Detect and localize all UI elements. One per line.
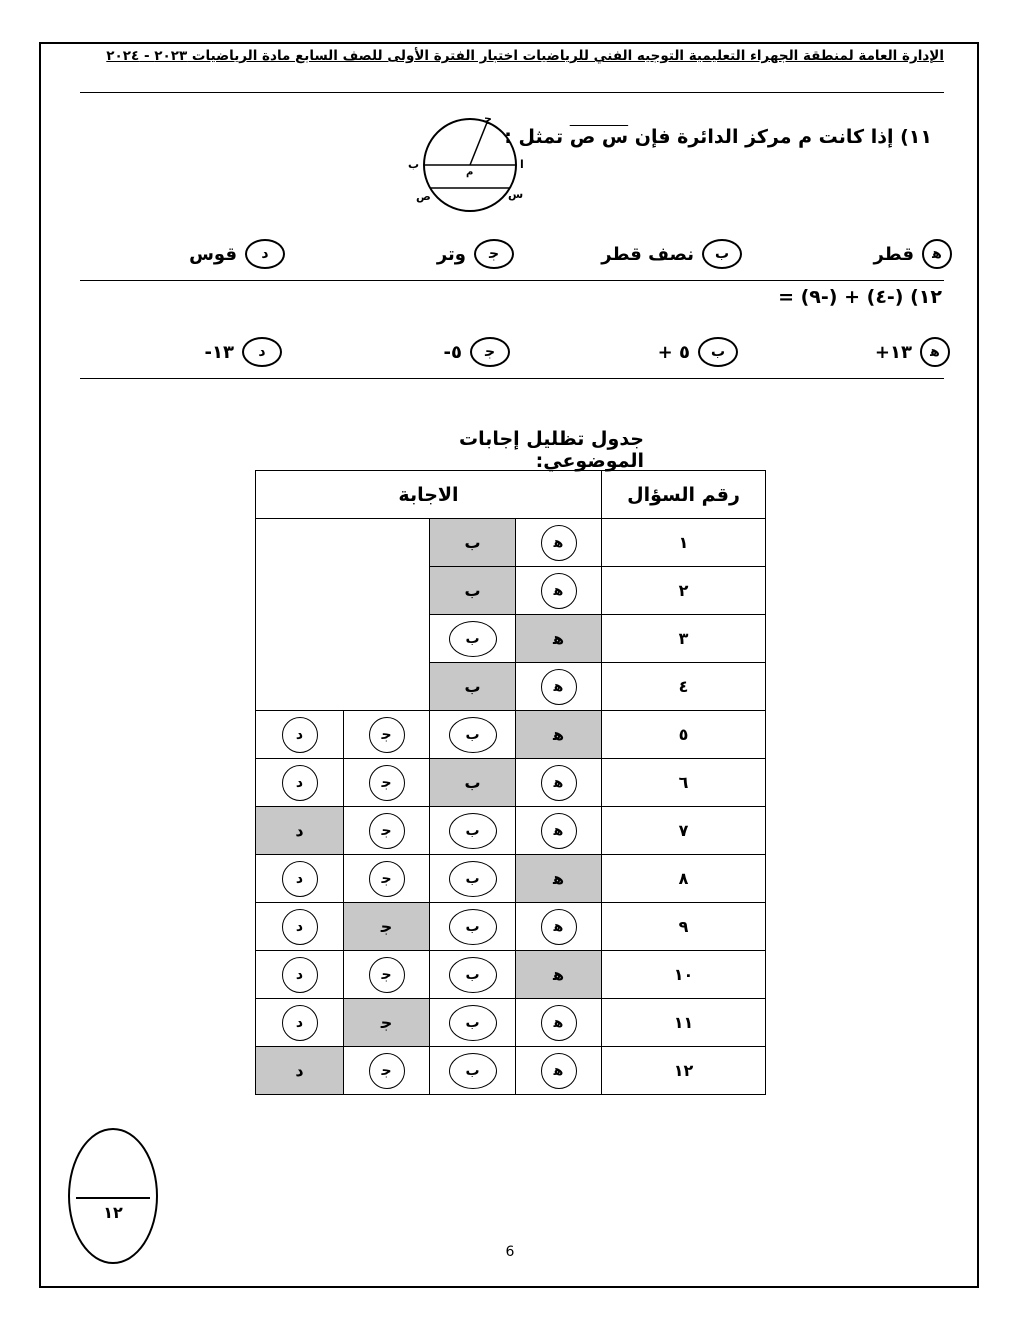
q11-text: ١١) إذا كانت م مركز الدائرة فإن س ص تمثل : [504, 126, 932, 148]
answer-cell-١-1[interactable] [430, 519, 516, 567]
score-value: ١٢ [103, 1203, 123, 1222]
shaded-answer-letter: د [295, 1061, 304, 1080]
answer-table [255, 470, 766, 1095]
answer-cell-١١-3[interactable] [256, 999, 344, 1047]
answer-cell-٥-2[interactable] [344, 711, 430, 759]
shaded-answer-letter: ﻫ [552, 629, 565, 648]
answer-cell-٦-3[interactable] [256, 759, 344, 807]
circled-letter: ﻫ [541, 573, 577, 609]
circled-letter: ب [449, 1005, 497, 1041]
question-number: ١٢ [602, 1047, 766, 1095]
circled-letter: ﻫ [541, 669, 577, 705]
shaded-answer-letter: د [295, 821, 304, 840]
table-row [256, 711, 766, 759]
circled-letter: ب [449, 813, 497, 849]
answer-cell-١٢-2[interactable] [344, 1047, 430, 1095]
circled-letter: ﺟ [369, 813, 405, 849]
table-row [256, 951, 766, 999]
answer-cell-٧-3[interactable] [256, 807, 344, 855]
question-number: ٨ [602, 855, 766, 903]
circled-letter: ب [449, 861, 497, 897]
circled-letter: ﺟ [369, 1053, 405, 1089]
q11-option-d[interactable]: د قوس [189, 239, 285, 269]
option-letter-circle: ﻫ [922, 239, 952, 269]
answer-cell-٥-0[interactable] [516, 711, 602, 759]
label-left: ب [408, 158, 420, 171]
question-number: ٩ [602, 903, 766, 951]
question-number: ٤ [602, 663, 766, 711]
answer-cell-٥-1[interactable] [430, 711, 516, 759]
shaded-answer-letter: ب [464, 533, 481, 552]
segment-label: س ص [569, 126, 629, 148]
q11-option-b[interactable]: ب نصف قطر [601, 239, 742, 269]
shaded-answer-letter: ب [464, 581, 481, 600]
q12-option-b[interactable]: ب ٥ + [658, 337, 738, 367]
answer-cell-٢-1[interactable] [430, 567, 516, 615]
answer-cell-٩-3[interactable] [256, 903, 344, 951]
circled-letter: ﻫ [541, 1053, 577, 1089]
circled-letter: ﻫ [541, 1005, 577, 1041]
answer-cell-١٠-3[interactable] [256, 951, 344, 999]
page-number: 6 [505, 1244, 515, 1260]
circled-letter: د [282, 861, 318, 897]
shaded-answer-letter: ب [464, 677, 481, 696]
q12-option-a[interactable]: ﻫ ١٣+ [875, 337, 950, 367]
table-title: جدول تظليل إجابات الموضوعي: [458, 428, 644, 472]
answer-cell-١١-2[interactable] [344, 999, 430, 1047]
option-letter-circle: د [242, 337, 282, 367]
question-number: ٣ [602, 615, 766, 663]
answer-cell-٧-0[interactable] [516, 807, 602, 855]
question-number: ٦ [602, 759, 766, 807]
answer-cell-٩-1[interactable] [430, 903, 516, 951]
answer-cell-٨-3[interactable] [256, 855, 344, 903]
circled-letter: ب [449, 957, 497, 993]
header-answer: الاجابة [256, 471, 602, 519]
answer-cell-٣-0[interactable] [516, 615, 602, 663]
question-number: ١١ [602, 999, 766, 1047]
shaded-answer-letter: ب [464, 773, 481, 792]
header-question: رقم السؤال [602, 471, 766, 519]
circled-letter: د [282, 909, 318, 945]
answer-cell-٣-1[interactable] [430, 615, 516, 663]
shaded-answer-letter: ﻫ [552, 725, 565, 744]
answer-cell-٨-1[interactable] [430, 855, 516, 903]
answer-cell-١٠-2[interactable] [344, 951, 430, 999]
circled-letter: ب [449, 909, 497, 945]
score-oval [68, 1128, 158, 1264]
table-row [256, 759, 766, 807]
question-number: ٥ [602, 711, 766, 759]
circled-letter: ب [449, 1053, 497, 1089]
circled-letter: د [282, 765, 318, 801]
shaded-answer-letter: ﻫ [552, 965, 565, 984]
blank-cell [256, 519, 430, 711]
shaded-answer-letter: ﻫ [552, 869, 565, 888]
answer-cell-١١-0[interactable] [516, 999, 602, 1047]
circled-letter: ﺟ [369, 861, 405, 897]
table-row [256, 855, 766, 903]
answer-cell-٤-1[interactable] [430, 663, 516, 711]
answer-cell-٩-2[interactable] [344, 903, 430, 951]
answer-cell-٢-0[interactable] [516, 567, 602, 615]
circled-letter: ﻫ [541, 765, 577, 801]
question-number: ١ [602, 519, 766, 567]
circled-letter: ﺟ [369, 717, 405, 753]
shaded-answer-letter: ﺟ [380, 1013, 393, 1032]
circled-letter: ﻫ [541, 813, 577, 849]
divider [80, 280, 944, 281]
q12-option-c[interactable]: ﺟ ٥- [444, 337, 510, 367]
page-header: الإدارة العامة لمنطقة الجهراء التعليمية التوجيه الفني للرياضيات اختبار الفترة الأولى للصف السابع مادة الرياضيات ٢٠٢٣ - ٢٠٢٤ [106, 48, 944, 64]
answer-cell-٥-3[interactable] [256, 711, 344, 759]
label-bottom-right: س [508, 188, 524, 201]
q11-option-a[interactable]: ﻫ قطر [873, 239, 952, 269]
label-bottom-left: ص [416, 190, 431, 203]
q11-option-c[interactable]: ﺟ وتر [437, 239, 514, 269]
answer-cell-١٠-1[interactable] [430, 951, 516, 999]
label-center: م [466, 167, 474, 178]
circled-letter: ب [449, 717, 497, 753]
circle-figure [400, 110, 540, 220]
divider [80, 92, 944, 93]
circled-letter: ﻫ [541, 909, 577, 945]
option-letter-circle: ﺟ [474, 239, 514, 269]
answer-cell-٧-1[interactable] [430, 807, 516, 855]
option-letter-circle: ﺟ [470, 337, 510, 367]
option-letter-circle: ب [702, 239, 742, 269]
answer-cell-١٢-1[interactable] [430, 1047, 516, 1095]
question-number: ٢ [602, 567, 766, 615]
answer-cell-٤-0[interactable] [516, 663, 602, 711]
label-right: ا [520, 158, 524, 171]
table-row [256, 999, 766, 1047]
circled-letter: د [282, 717, 318, 753]
circled-letter: د [282, 957, 318, 993]
answer-cell-١١-1[interactable] [430, 999, 516, 1047]
q12-text: ١٢) (-٤) + (-٩) = [778, 286, 942, 308]
label-top: ﺟ [484, 112, 492, 125]
answer-cell-١٢-3[interactable] [256, 1047, 344, 1095]
table-row [256, 807, 766, 855]
circled-letter: ﻫ [541, 525, 577, 561]
answer-cell-٨-0[interactable] [516, 855, 602, 903]
option-letter-circle: ب [698, 337, 738, 367]
table-row [256, 903, 766, 951]
answer-cell-١٢-0[interactable] [516, 1047, 602, 1095]
shaded-answer-letter: ﺟ [380, 917, 393, 936]
answer-cell-١-0[interactable] [516, 519, 602, 567]
circled-letter: د [282, 1005, 318, 1041]
answer-cell-٩-0[interactable] [516, 903, 602, 951]
answer-cell-٦-2[interactable] [344, 759, 430, 807]
score-divider [76, 1197, 150, 1199]
circled-letter: ﺟ [369, 957, 405, 993]
divider [80, 378, 944, 379]
table-row [256, 1047, 766, 1095]
q12-option-d[interactable]: د ١٣- [205, 337, 282, 367]
option-letter-circle: د [245, 239, 285, 269]
answer-cell-٨-2[interactable] [344, 855, 430, 903]
answer-cell-٦-1[interactable] [430, 759, 516, 807]
question-number: ١٠ [602, 951, 766, 999]
circled-letter: ﺟ [369, 765, 405, 801]
circled-letter: ب [449, 621, 497, 657]
table-row [256, 519, 766, 567]
answer-cell-٦-0[interactable] [516, 759, 602, 807]
answer-cell-١٠-0[interactable] [516, 951, 602, 999]
question-number: ٧ [602, 807, 766, 855]
answer-cell-٧-2[interactable] [344, 807, 430, 855]
option-letter-circle: ﻫ [920, 337, 950, 367]
